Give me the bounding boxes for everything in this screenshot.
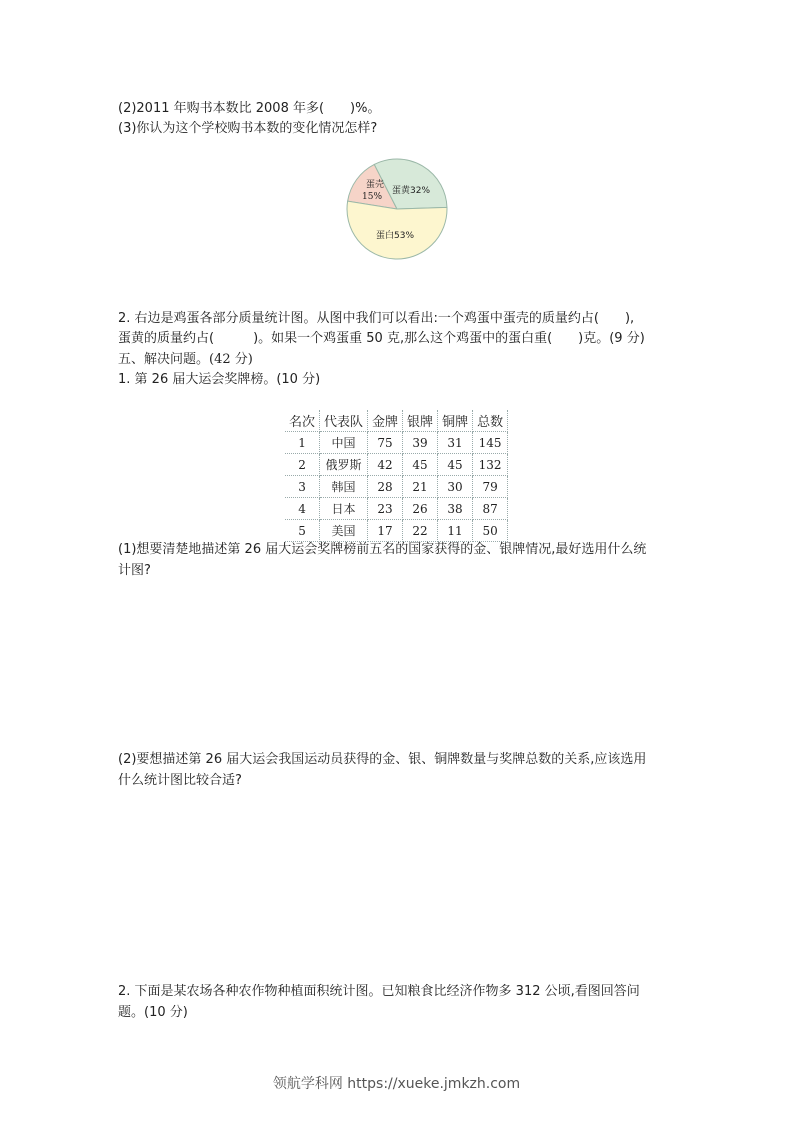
table-row bbox=[285, 520, 508, 542]
problem-1-q2-line-1: (2)要想描述第 26 届大运会我国运动员获得的金、银、铜牌数量与奖牌总数的关系,应该选用 bbox=[118, 752, 647, 767]
table-cell: 45 bbox=[403, 454, 438, 476]
problem-2-line-1: 2. 下面是某农场各种农作物种植面积统计图。已知粮食比经济作物多 312 公顷,看图回答问 bbox=[118, 984, 640, 999]
table-cell: 26 bbox=[403, 498, 438, 520]
table-cell: 俄罗斯 bbox=[320, 454, 368, 476]
table-cell: 22 bbox=[403, 520, 438, 542]
medal-table-header-row bbox=[285, 410, 508, 432]
medal-header-cell: 铜牌 bbox=[438, 410, 473, 432]
pie-label-shell: 蛋壳 bbox=[366, 180, 385, 190]
table-cell: 30 bbox=[438, 476, 473, 498]
table-cell: 日本 bbox=[320, 498, 368, 520]
table-cell: 1 bbox=[285, 432, 320, 454]
pie-label-shell-percent: 15% bbox=[362, 192, 383, 202]
table-cell: 韩国 bbox=[320, 476, 368, 498]
table-cell: 23 bbox=[368, 498, 403, 520]
medal-header-cell: 总数 bbox=[473, 410, 508, 432]
table-cell: 17 bbox=[368, 520, 403, 542]
table-row bbox=[285, 432, 508, 454]
table-cell: 132 bbox=[473, 454, 508, 476]
medal-header-cell: 金牌 bbox=[368, 410, 403, 432]
problem-1-q1-line-2: 计图? bbox=[118, 563, 151, 578]
table-cell: 145 bbox=[473, 432, 508, 454]
egg-composition-pie-chart bbox=[345, 157, 449, 261]
question-4-2-line-1: 2. 右边是鸡蛋各部分质量统计图。从图中我们可以看出:一个鸡蛋中蛋壳的质量约占( ), bbox=[118, 311, 635, 326]
table-cell: 39 bbox=[403, 432, 438, 454]
medal-header-cell: 银牌 bbox=[403, 410, 438, 432]
table-cell: 79 bbox=[473, 476, 508, 498]
table-cell: 2 bbox=[285, 454, 320, 476]
pie-label-white: 蛋白53% bbox=[376, 231, 415, 241]
table-cell: 28 bbox=[368, 476, 403, 498]
table-cell: 50 bbox=[473, 520, 508, 542]
table-row bbox=[285, 454, 508, 476]
problem-1-q2-line-2: 什么统计图比较合适? bbox=[118, 773, 242, 788]
table-cell: 38 bbox=[438, 498, 473, 520]
table-cell: 3 bbox=[285, 476, 320, 498]
table-row bbox=[285, 498, 508, 520]
table-cell: 21 bbox=[403, 476, 438, 498]
pie-label-yolk: 蛋黄32% bbox=[392, 186, 431, 196]
section-5-title: 五、解决问题。(42 分) bbox=[118, 352, 253, 367]
question-4-2-line-2: 蛋黄的质量约占( )。如果一个鸡蛋重 50 克,那么这个鸡蛋中的蛋白重( )克。(9 分) bbox=[118, 331, 645, 346]
table-cell: 75 bbox=[368, 432, 403, 454]
medal-header-cell: 代表队 bbox=[320, 410, 368, 432]
table-cell: 5 bbox=[285, 520, 320, 542]
medal-header-cell: 名次 bbox=[285, 410, 320, 432]
problem-1-q1-line-1: (1)想要清楚地描述第 26 届大运会奖牌榜前五名的国家获得的金、银牌情况,最好选用什么统 bbox=[118, 542, 647, 557]
table-cell: 中国 bbox=[320, 432, 368, 454]
footer-watermark: 领航学科网 https://xueke.jmkzh.com bbox=[272, 1076, 521, 1092]
problem-1-title: 1. 第 26 届大运会奖牌榜。(10 分) bbox=[118, 372, 321, 387]
table-row bbox=[285, 476, 508, 498]
table-cell: 11 bbox=[438, 520, 473, 542]
question-2-2: (2)2011 年购书本数比 2008 年多( )%。 bbox=[118, 101, 381, 116]
problem-2-line-2: 题。(10 分) bbox=[118, 1005, 188, 1020]
table-cell: 42 bbox=[368, 454, 403, 476]
table-cell: 美国 bbox=[320, 520, 368, 542]
medal-table bbox=[285, 410, 508, 542]
table-cell: 87 bbox=[473, 498, 508, 520]
table-cell: 4 bbox=[285, 498, 320, 520]
table-cell: 45 bbox=[438, 454, 473, 476]
question-2-3: (3)你认为这个学校购书本数的变化情况怎样? bbox=[118, 121, 378, 136]
table-cell: 31 bbox=[438, 432, 473, 454]
